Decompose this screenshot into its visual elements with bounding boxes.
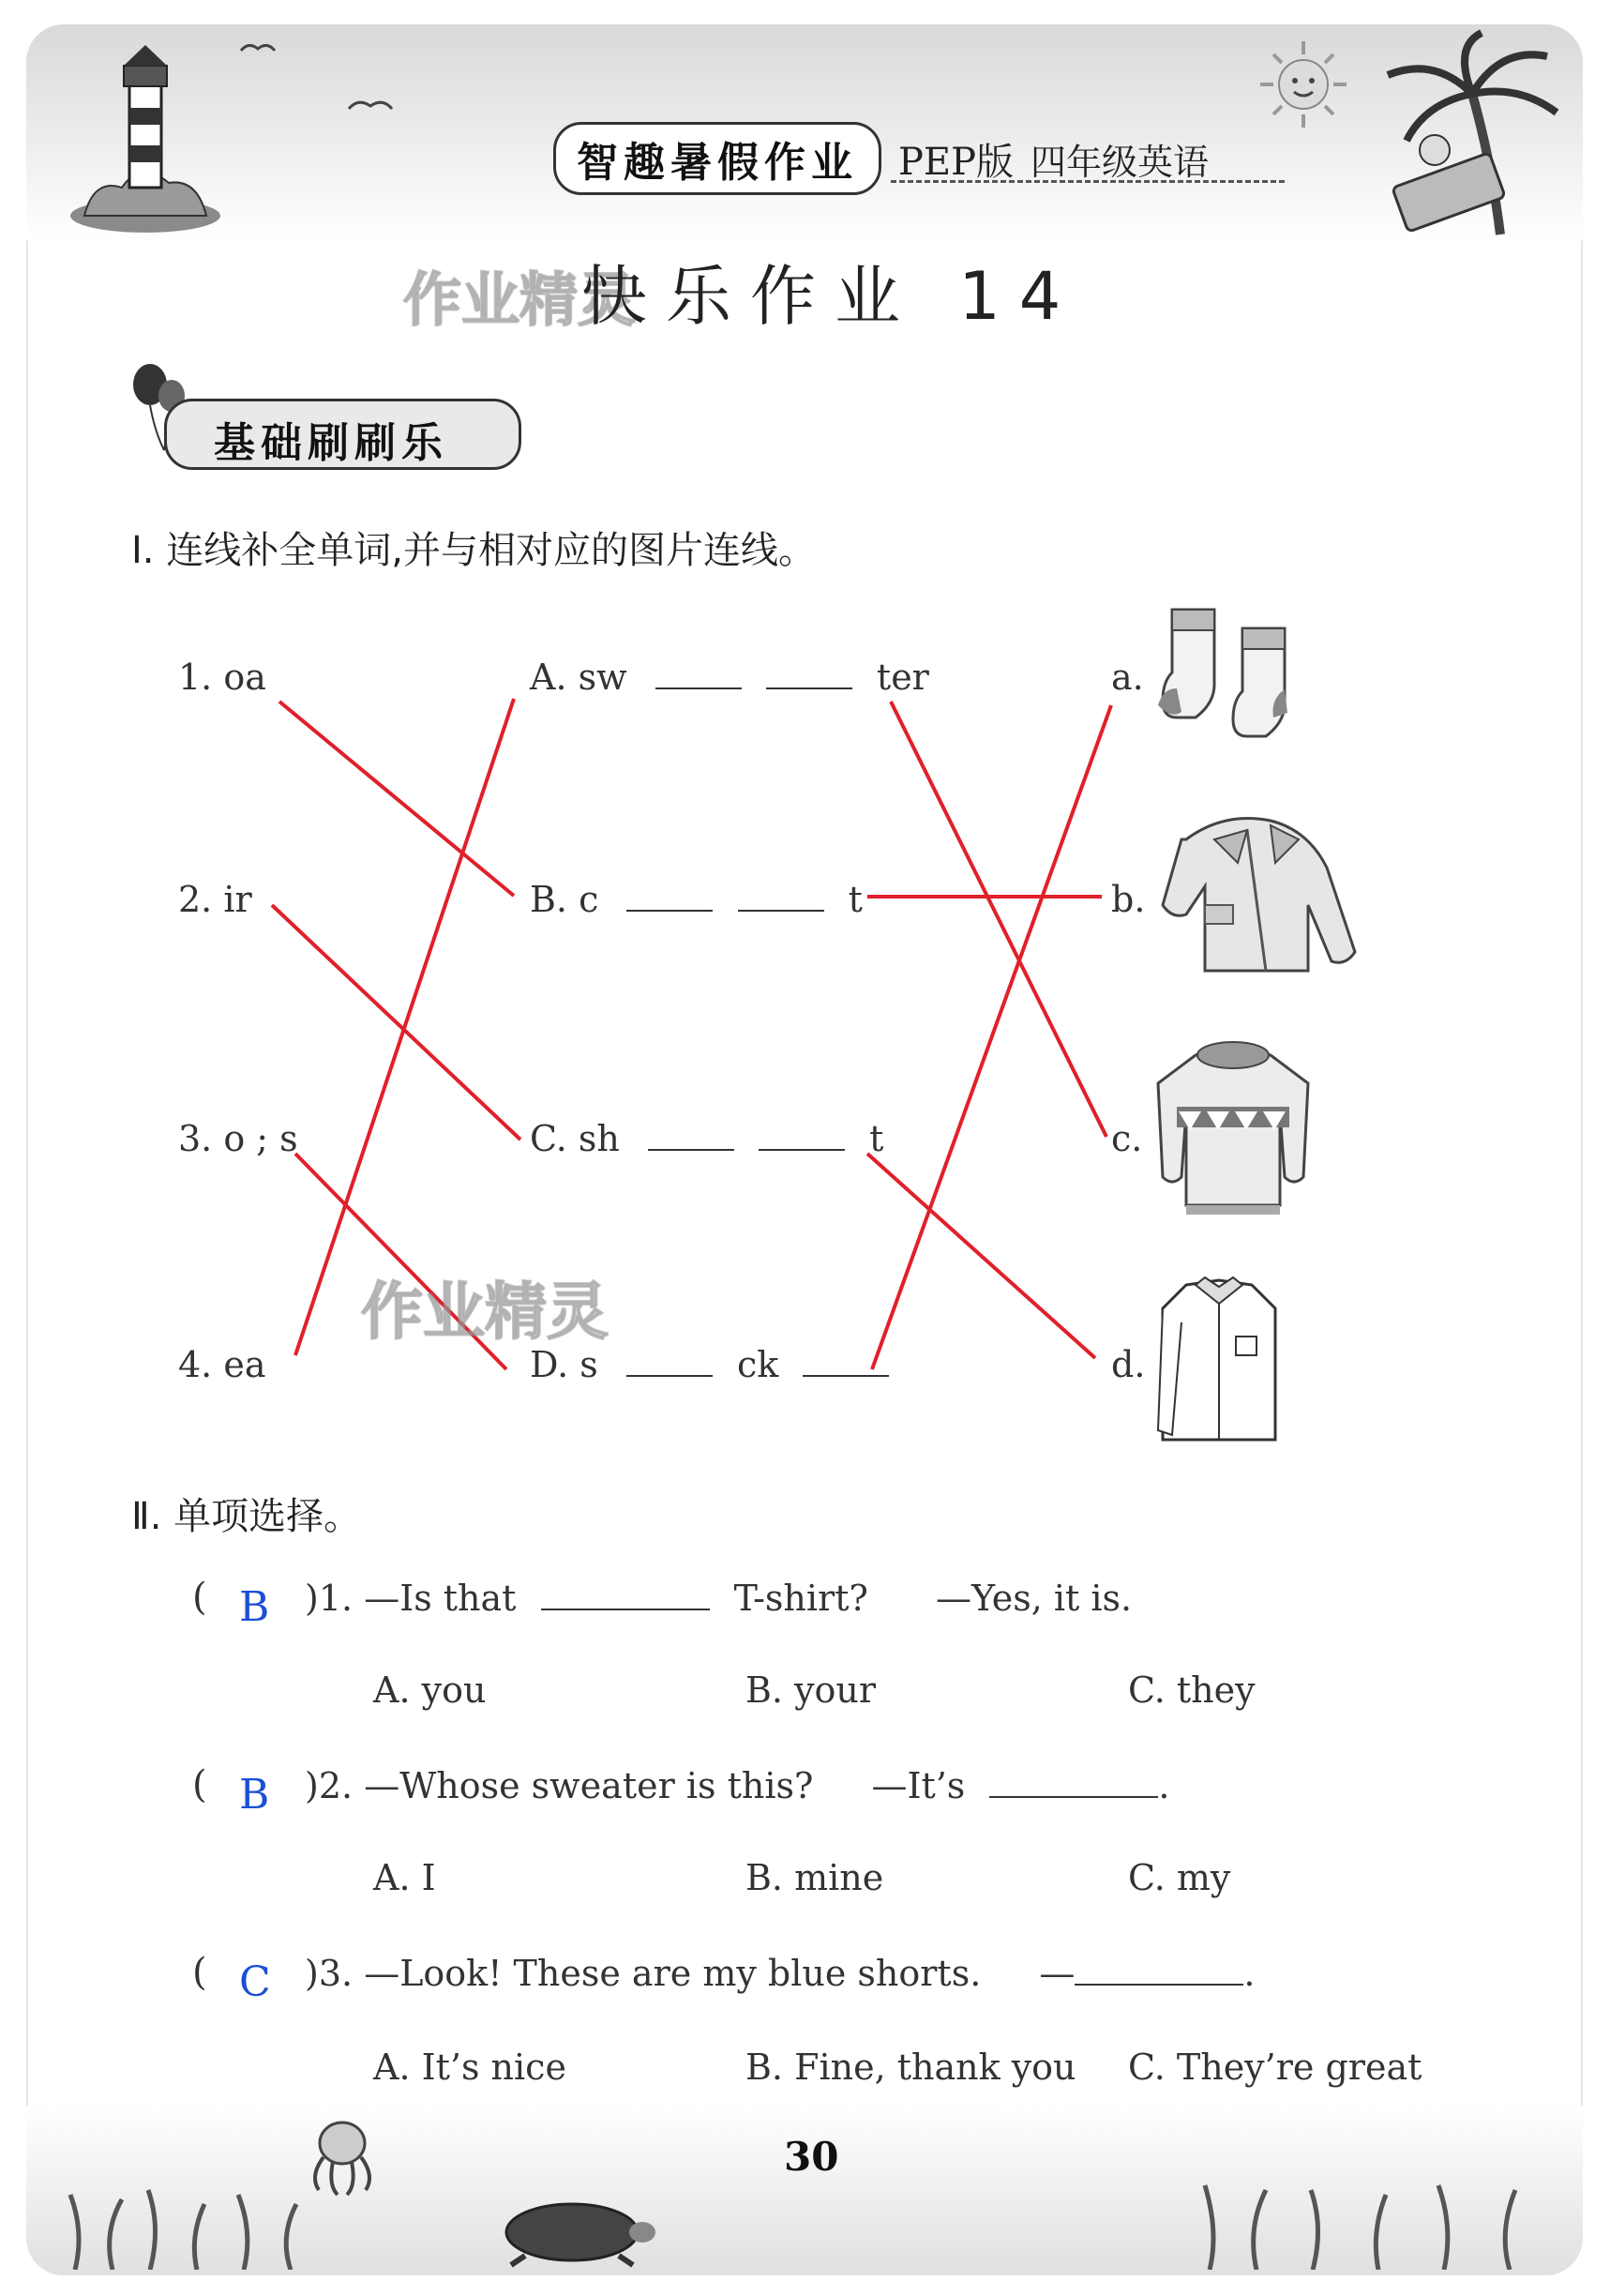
option-1a[interactable]: A. you (373, 1669, 487, 1711)
answer-3[interactable]: C (239, 1958, 271, 2006)
answer-blank[interactable] (541, 1605, 710, 1610)
middle-item-mid: ck (736, 1344, 779, 1385)
middle-item-label: C. sh (530, 1118, 620, 1159)
seaweed-icon (1191, 2176, 1557, 2270)
middle-item-label: D. s (530, 1344, 598, 1385)
answer-open-paren: ( (192, 1951, 207, 1994)
match-line (867, 1154, 1095, 1358)
page-number: 30 (784, 2134, 839, 2180)
page-title: 快乐作业 14 (581, 258, 1080, 335)
match-line (891, 702, 1106, 1137)
question-stem: —Is that (364, 1578, 517, 1619)
question-reply: —It’s (871, 1765, 966, 1806)
turtle-icon (488, 2185, 656, 2270)
question-reply: —Yes, it is. (935, 1578, 1133, 1619)
question-number: )1. (305, 1578, 354, 1619)
answer-open-paren: ( (192, 1576, 207, 1619)
answer-blank[interactable] (989, 1792, 1158, 1798)
question-stem: —Whose sweater is this? (364, 1765, 814, 1806)
middle-item-suffix: ter (876, 657, 929, 698)
picture-label-c: c. (1111, 1118, 1143, 1159)
question-after: T-shirt? (733, 1578, 868, 1619)
question-stem: —Look! These are my blue shorts. (364, 1953, 982, 1994)
left-item-4: 4. ea (178, 1344, 266, 1385)
watermark: 作业精灵 (361, 1276, 609, 1348)
left-item-2: 2. ir (178, 879, 252, 920)
middle-item-label: A. sw (530, 657, 627, 698)
option-3c[interactable]: C. They’re great (1128, 2047, 1422, 2088)
question-number: )2. (305, 1765, 354, 1806)
option-3a[interactable]: A. It’s nice (373, 2047, 566, 2088)
middle-item-suffix: t (869, 1118, 884, 1159)
option-1c[interactable]: C. they (1128, 1669, 1256, 1711)
seaweed-icon (56, 2185, 338, 2270)
option-1b[interactable]: B. your (745, 1669, 877, 1711)
picture-label-a: a. (1111, 657, 1144, 698)
watermark: 作业精灵 (403, 265, 637, 334)
middle-item-suffix: t (848, 879, 863, 920)
edition-label: PEP版 (898, 140, 1015, 184)
option-2a[interactable]: A. I (373, 1857, 436, 1898)
answer-blank[interactable] (1075, 1980, 1243, 1986)
question-3 (305, 1953, 1255, 1994)
picture-label-d: d. (1111, 1344, 1146, 1385)
brand-title: 智趣暑假作业 (553, 122, 881, 195)
answer-1[interactable]: B (239, 1583, 270, 1631)
section-banner-label: 基础刷刷乐 (214, 419, 448, 467)
question-number: )3. (305, 1953, 354, 1994)
question-end: . (1158, 1765, 1170, 1806)
match-line (272, 905, 520, 1140)
part2-heading: Ⅱ. 单项选择。 (131, 1495, 362, 1538)
answer-2[interactable]: B (239, 1771, 270, 1819)
question-2 (305, 1765, 1170, 1806)
question-1 (305, 1578, 1132, 1619)
option-2b[interactable]: B. mine (745, 1857, 884, 1898)
middle-item-label: B. c (530, 879, 599, 920)
left-item-3: 3. o ; s (178, 1118, 298, 1159)
part1-heading: Ⅰ. 连线补全单词,并与相对应的图片连线。 (131, 529, 816, 572)
match-line (872, 705, 1111, 1369)
picture-label-b: b. (1111, 879, 1146, 920)
left-item-1: 1. oa (178, 657, 266, 698)
option-3b[interactable]: B. Fine, thank you (745, 2047, 1076, 2088)
question-reply: — (1039, 1953, 1076, 1994)
grade-label: 四年级英语 (1031, 141, 1210, 183)
answer-open-paren: ( (192, 1763, 207, 1806)
match-line (295, 699, 514, 1355)
question-end: . (1243, 1953, 1256, 1994)
option-2c[interactable]: C. my (1128, 1857, 1231, 1898)
